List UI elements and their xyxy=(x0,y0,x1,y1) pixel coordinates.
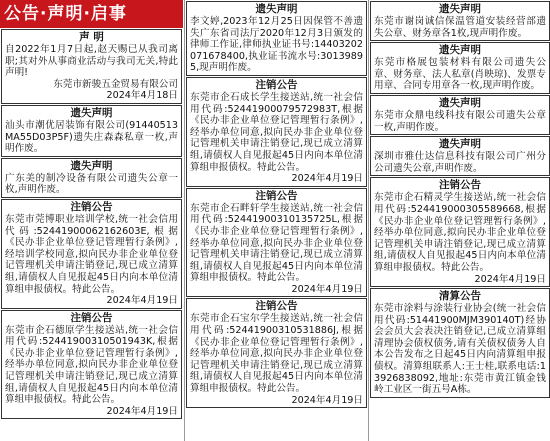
notice-body: 东莞市企石畔轩学生接送站,统一社会信用代码:52441900310135725L,根据《民办非企业单位登记管理暂行条例》,经举办单位同意,拟向民办非企业单位登记管理机关申请注销登记,现已成立清算组,请债权人自见报起45日内向本单位清算组申报债权。特此公告。 xyxy=(190,202,363,284)
notice-date: 2024年4月19日 xyxy=(474,273,546,285)
notice-title: 遗失声明 xyxy=(255,3,298,15)
column-1 xyxy=(0,0,183,441)
notice-title: 声 明 xyxy=(79,31,104,43)
notice-box xyxy=(186,1,367,76)
notice-box xyxy=(370,95,550,135)
notice-body: 东莞市涂料与涂装行业协会(统一社会信用代码:51441900MJM390140T)经协会会员大会表决注销登记,已成立清算组清理协会债权债务,请有关债权债务人自本公告发布之日起45日内向清算组申报债权。清算组联系人:王士桂,联系电话:13926838092,地址:东莞市黄江镇金钱岭工业区一街五号A栋。 xyxy=(374,303,546,396)
column-3 xyxy=(368,0,550,441)
notice-box xyxy=(1,199,182,309)
notice-date: 2024年4月19日 xyxy=(106,405,178,417)
notice-box xyxy=(1,158,182,198)
notice-title: 遗失声明 xyxy=(439,96,481,109)
notice-title: 遗失声明 xyxy=(439,3,481,15)
notice-box xyxy=(370,1,550,41)
notice-body: 汕头市潮优居装饰有限公司(91440513MA55D03P5F)遗失庄森森私章一枚,声明作废。 xyxy=(5,119,178,155)
notice-body: 李文婷,2023年12月25日因保管不善遗失广东省司法厅2020年12月3日颁发的律师工作证,律师执业证书号:14403202071678400,执业证书流水号:30139895,现声明作废。 xyxy=(190,16,363,74)
notice-title: 注销公告 xyxy=(255,300,298,313)
notice-title: 注销公告 xyxy=(255,189,298,202)
notice-body: 深圳市雅仕达信息科技有限公司广州分公司遗失公章,声明作废。 xyxy=(374,151,546,174)
notice-title: 遗失声明 xyxy=(70,159,113,172)
column-2 xyxy=(184,0,368,441)
notice-box xyxy=(370,288,550,398)
notice-body: 东莞市众鼎电线科技有限公司遗失公章一枚,声明作废。 xyxy=(374,109,546,133)
notice-title: 注销公告 xyxy=(439,179,481,192)
notice-title: 遗失声明 xyxy=(70,106,113,119)
notice-title: 遗失声明 xyxy=(439,138,481,151)
notice-body: 东莞市企石德原学生接送站,统一社会信用代码:52441900310501943K,根据《民办非企业单位登记管理暂行条例》,经举办单位同意,拟向民办非企业单位登记管理机关申请注销登记,现已成立清算组,请债权人自见报起45日内向本单位清算组申报债权。特此公告。 xyxy=(5,324,178,406)
notice-box xyxy=(1,310,182,420)
notice-box xyxy=(370,177,550,287)
column-1-notices xyxy=(0,29,183,419)
notice-title: 遗失声明 xyxy=(439,44,481,57)
column-2-notices xyxy=(185,1,368,408)
column-3-notices xyxy=(369,1,550,398)
notice-title: 注销公告 xyxy=(70,311,113,324)
notice-body: 东莞市莞博职业培训学校,统一社会信用代码:52441900062162603E,根据《民办非企业单位登记管理暂行条例》,经培训学校同意,拟向民办非企业单位登记管理机关申请注销登记,现已成立清算组,请债权人自见报起45日内向本单位清算组申报债权。特此公告。 xyxy=(5,213,178,295)
notice-title: 清算公告 xyxy=(439,290,481,303)
notice-box xyxy=(370,136,550,176)
notice-body: 自2022年1月7日起,赵天赐已从我司离职;其对外从事商业活动与我司无关,特此声明! xyxy=(5,44,178,79)
notice-date: 2024年4月19日 xyxy=(291,283,363,295)
notice-box xyxy=(186,77,367,187)
notice-title: 注销公告 xyxy=(255,78,298,91)
notice-box xyxy=(186,188,367,298)
notice-box xyxy=(1,105,182,157)
notice-body: 广东美的制冷设备有限公司遗失公章一枚,声明作废。 xyxy=(5,172,178,196)
notice-box xyxy=(1,29,182,104)
notice-title: 注销公告 xyxy=(70,200,113,213)
notice-signer: 东莞市新骏五金贸易有限公司 xyxy=(53,78,178,90)
notice-date: 2024年4月19日 xyxy=(291,394,363,406)
notice-box xyxy=(186,298,367,408)
notice-body: 东莞市谢岗诚信保温管道安装经营部遗失公章、财务章各1枚,现声明作废。 xyxy=(374,16,546,39)
notice-body: 东莞市格展包装材料有限公司遗失公章、财务章、法人私章(肖映琼)、发票专用章、合同专用章各一枚,现声明作废。 xyxy=(374,57,546,92)
notice-date: 2024年4月18日 xyxy=(106,90,178,102)
notice-body: 东莞市企石精灵学生接送站,统一社会信用代码:524419000305589668,根据《民办非企业单位登记管理暂行条例》,经举办单位同意,拟向民办非企业单位登记管理机关申请注销登记,现已成立清算组,请债权人自见报起45日内向本单位清算组申报债权。特此公告。 xyxy=(374,192,546,273)
notice-body: 东莞市企石宝尔学生接送站,统一社会信用代码:52441900310531886J,根据《民办非企业单位登记管理暂行条例》,经举办单位同意,拟向民办非企业单位登记管理机关申请注销登记,现已成立清算组,请债权人自见报起45日内向本单位清算组申报债权。特此公告。 xyxy=(190,313,363,395)
notice-body: 东莞市企石成长学生接送站,统一社会信用代码:52441900079572983T,根据《民办非企业单位登记管理暂行条例》,经举办单位同意,拟向民办非企业单位登记管理机关申请注销登记,现已成立清算组,请债权人自见报起45日内向本单位清算组申报债权。特此公告。 xyxy=(190,91,363,173)
notice-box xyxy=(370,42,550,94)
section-header: 公告·声明·启事 xyxy=(0,0,183,28)
notice-date: 2024年4月19日 xyxy=(291,173,363,185)
notice-date: 2024年4月19日 xyxy=(106,295,178,307)
